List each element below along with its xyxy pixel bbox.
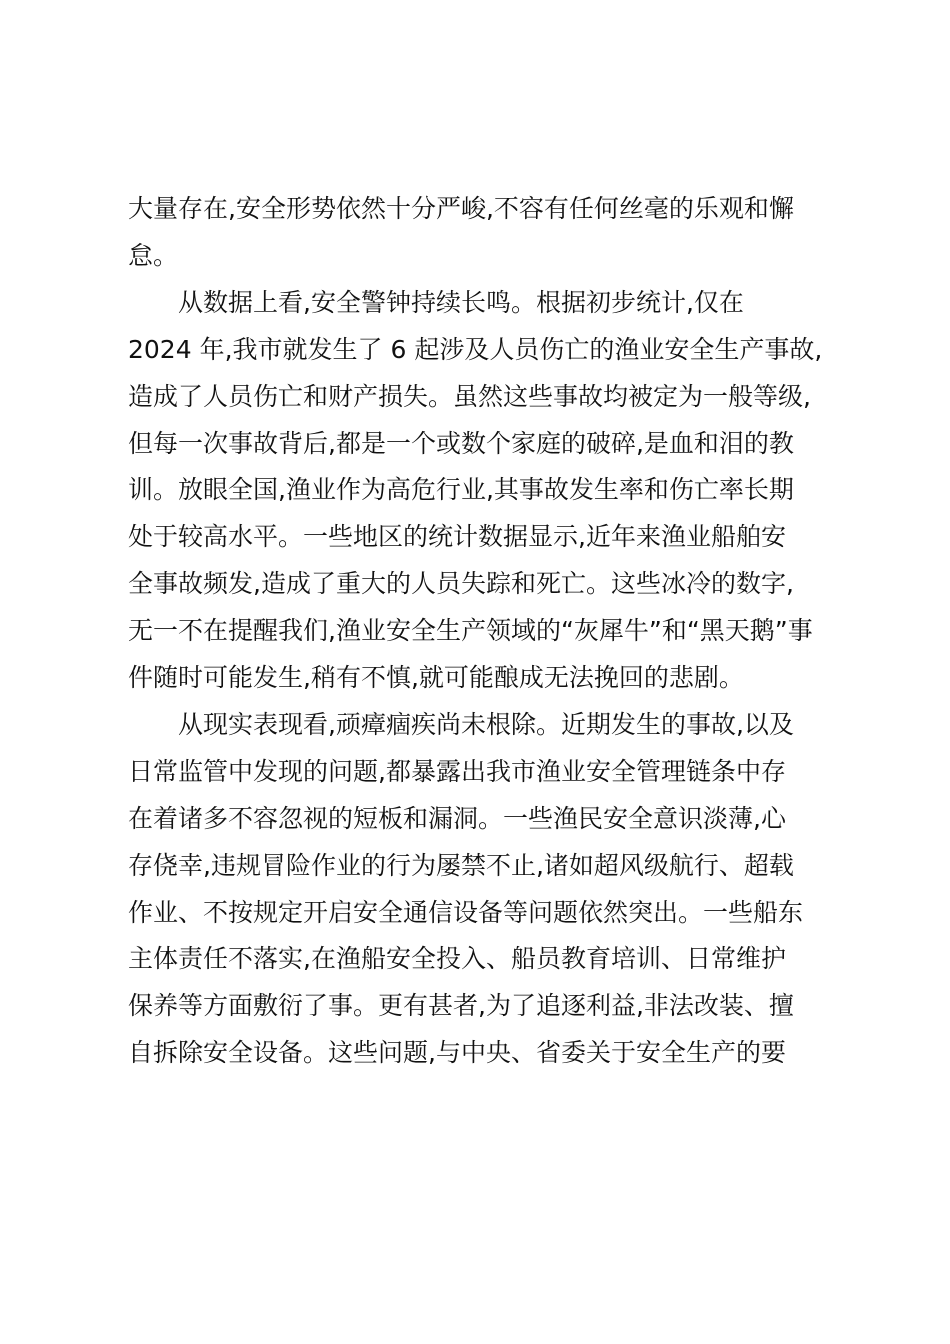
document-body <box>128 192 828 1083</box>
paragraph-1 <box>128 192 828 273</box>
text-line: 日常监管中发现的问题,都暴露出我市渔业安全管理链条中存 <box>128 756 786 786</box>
text-line: 处于较高水平。一些地区的统计数据显示,近年来渔业船舶安 <box>128 522 786 552</box>
text-line: 在着诸多不容忽视的短板和漏洞。一些渔民安全意识淡薄,心 <box>128 803 786 833</box>
text-line: 无一不在提醒我们,渔业安全生产领域的“灰犀牛”和“黑天鹅”事 <box>128 616 813 646</box>
text-line: 自拆除安全设备。这些问题,与中央、省委关于安全生产的要 <box>128 1038 786 1068</box>
text-line: 作业、不按规定开启安全通信设备等问题依然突出。一些船东 <box>128 897 804 927</box>
text-line: 造成了人员伤亡和财产损失。虽然这些事故均被定为一般等级, <box>128 381 811 411</box>
text-line: 存侥幸,违规冒险作业的行为屡禁不止,诸如超风级航行、超载 <box>128 850 794 880</box>
text-line: 件随时可能发生,稍有不慎,就可能酿成无法挽回的悲剧。 <box>128 663 744 693</box>
paragraph-2 <box>128 286 828 695</box>
text-line: 从现实表现看,顽瘴痼疾尚未根除。近期发生的事故,以及 <box>178 710 794 740</box>
text-line: 但每一次事故背后,都是一个或数个家庭的破碎,是血和泪的教 <box>128 428 794 458</box>
text-line: 大量存在,安全形势依然十分严峻,不容有任何丝毫的乐观和懈 <box>128 194 794 223</box>
text-line: 保养等方面敷衍了事。更有甚者,为了追逐利益,非法改装、擅 <box>128 991 794 1021</box>
text-line: 2024 年,我市就发生了 6 起涉及人员伤亡的渔业安全生产事故, <box>128 334 823 364</box>
paragraph-3 <box>128 708 828 1070</box>
text-line: 怠。 <box>128 240 179 270</box>
text-line: 训。放眼全国,渔业作为高危行业,其事故发生率和伤亡率长期 <box>128 475 794 505</box>
text-line: 全事故频发,造成了重大的人员失踪和死亡。这些冰冷的数字, <box>128 569 794 599</box>
text-line: 主体责任不落实,在渔船安全投入、船员教育培训、日常维护 <box>128 944 786 974</box>
text-line: 从数据上看,安全警钟持续长鸣。根据初步统计,仅在 <box>178 287 744 317</box>
